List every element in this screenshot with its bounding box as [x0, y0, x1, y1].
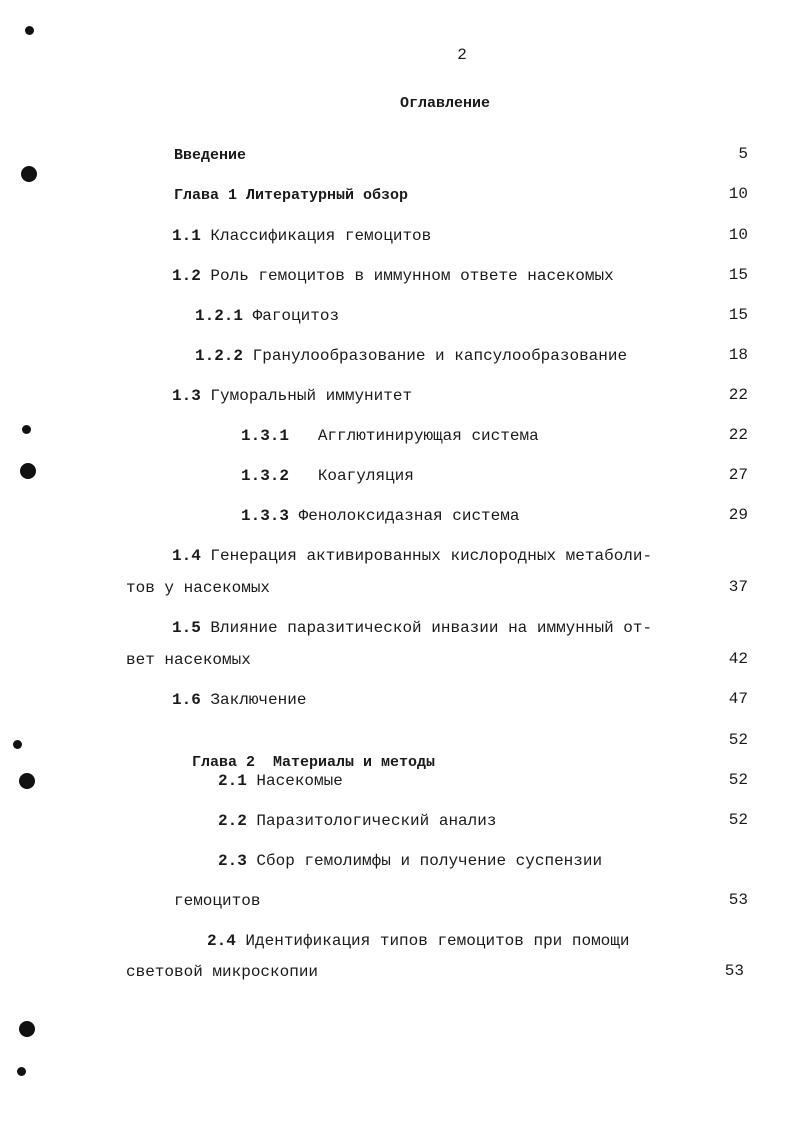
- toc-entry-label: Введение: [174, 147, 247, 164]
- toc-entry-1-4[interactable]: [172, 545, 652, 567]
- toc-section-number: 2.3: [218, 852, 247, 870]
- page-title: Оглавление: [399, 95, 490, 112]
- toc-entry-1-3[interactable]: [172, 385, 412, 407]
- toc-entry-label: Коагуляция: [317, 467, 414, 485]
- toc-entry-1-3-1[interactable]: [241, 425, 539, 447]
- toc-entry-2-1[interactable]: [218, 770, 343, 792]
- toc-entry-label: Гранулообразование и капсулообразование: [252, 347, 628, 365]
- toc-entry-label-line-2: вет насекомых: [126, 651, 251, 669]
- page-number: 2: [457, 46, 467, 64]
- toc-entry-label-line-1: Влияние паразитической инвазии на иммунный от-: [210, 619, 653, 637]
- toc-entry-label: Насекомые: [256, 772, 343, 790]
- toc-entry-1-1[interactable]: [172, 225, 431, 247]
- toc-section-number: 1.3.2: [241, 467, 290, 485]
- toc-page-number: 10: [728, 185, 748, 203]
- punch-hole-mark: [22, 425, 31, 434]
- toc-entry-label: Фагоцитоз: [252, 307, 340, 325]
- toc-page-number: 15: [728, 266, 748, 284]
- toc-entry-chapter-1[interactable]: [174, 185, 408, 207]
- toc-entry-label: Заключение: [210, 691, 307, 709]
- toc-entry-label: Глава 2 Материалы и методы: [192, 754, 436, 771]
- toc-entry-label-line-2: световой микроскопии: [126, 963, 319, 981]
- toc-entry-1-5[interactable]: [172, 617, 652, 639]
- toc-section-number: 1.3.3: [241, 507, 290, 525]
- toc-entry-label-line-2: гемоцитов: [174, 892, 261, 910]
- toc-page-number: 52: [728, 811, 748, 829]
- toc-entry-label: Классификация гемоцитов: [210, 227, 432, 245]
- toc-entry-chapter-2[interactable]: [174, 730, 436, 771]
- toc-entry-1-3-3[interactable]: [241, 505, 519, 527]
- toc-section-number: 1.1: [172, 227, 201, 245]
- punch-hole-mark: [17, 1067, 26, 1076]
- toc-section-number: 1.6: [172, 691, 201, 709]
- toc-section-number: 1.3.1: [241, 427, 290, 445]
- toc-entry-1-2-1[interactable]: [195, 305, 339, 327]
- toc-page-number: 22: [728, 426, 748, 444]
- toc-section-number: 1.3: [172, 387, 201, 405]
- toc-entry-label: Гуморальный иммунитет: [210, 387, 413, 405]
- toc-page-number: 29: [728, 506, 748, 524]
- toc-section-number: 1.2: [172, 267, 201, 285]
- toc-entry-2-4[interactable]: [207, 930, 629, 952]
- toc-entry-intro[interactable]: [174, 145, 246, 167]
- toc-entry-2-3[interactable]: [218, 850, 602, 872]
- toc-entry-label-line-2: тов у насекомых: [126, 579, 271, 597]
- toc-section-number: 2.2: [218, 812, 247, 830]
- toc-entry-1-2[interactable]: [172, 265, 614, 287]
- toc-entry-2-2[interactable]: [218, 810, 496, 832]
- toc-page-number: 10: [728, 226, 748, 244]
- toc-entry-label: Паразитологический анализ: [256, 812, 497, 830]
- toc-entry-label: Роль гемоцитов в иммунном ответе насекомых: [210, 267, 614, 285]
- toc-entry-1-2-2[interactable]: [195, 345, 627, 367]
- toc-page-number: 22: [728, 386, 748, 404]
- toc-section-number: 1.2.2: [195, 347, 244, 365]
- toc-section-number: 1.5: [172, 619, 201, 637]
- toc-page-number: 53: [724, 962, 744, 980]
- toc-entry-label: Фенолоксидазная система: [298, 507, 520, 525]
- toc-entry-1-6[interactable]: [172, 689, 306, 711]
- toc-page-number: 5: [738, 145, 748, 163]
- punch-hole-mark: [21, 166, 37, 182]
- toc-page-number: 52: [728, 771, 748, 789]
- toc-page-number: 52: [728, 731, 748, 749]
- toc-entry-label-line-1: Генерация активированных кислородных метаболи-: [210, 547, 653, 565]
- punch-hole-mark: [13, 740, 22, 749]
- toc-entry-label-line-1: Идентификация типов гемоцитов при помощи: [245, 932, 630, 950]
- toc-page-number: 53: [728, 891, 748, 909]
- toc-page-number: 37: [728, 578, 748, 596]
- punch-hole-mark: [20, 463, 36, 479]
- punch-hole-mark: [19, 1021, 35, 1037]
- toc-page-number: 42: [728, 650, 748, 668]
- punch-hole-mark: [19, 773, 35, 789]
- toc-section-number: 1.4: [172, 547, 201, 565]
- toc-section-number: 2.4: [207, 932, 236, 950]
- toc-page-number: 27: [728, 466, 748, 484]
- toc-page-number: 15: [728, 306, 748, 324]
- punch-hole-mark: [25, 26, 34, 35]
- toc-page-number: 47: [728, 690, 748, 708]
- toc-section-number: 2.1: [218, 772, 247, 790]
- toc-entry-label-line-1: Сбор гемолимфы и получение суспензии: [256, 852, 603, 870]
- toc-entry-label: Агглютинирующая система: [317, 427, 539, 445]
- toc-entry-label: Глава 1 Литературный обзор: [174, 187, 409, 204]
- toc-entry-1-3-2[interactable]: [241, 465, 414, 487]
- toc-page-number: 18: [728, 346, 748, 364]
- toc-section-number: 1.2.1: [195, 307, 244, 325]
